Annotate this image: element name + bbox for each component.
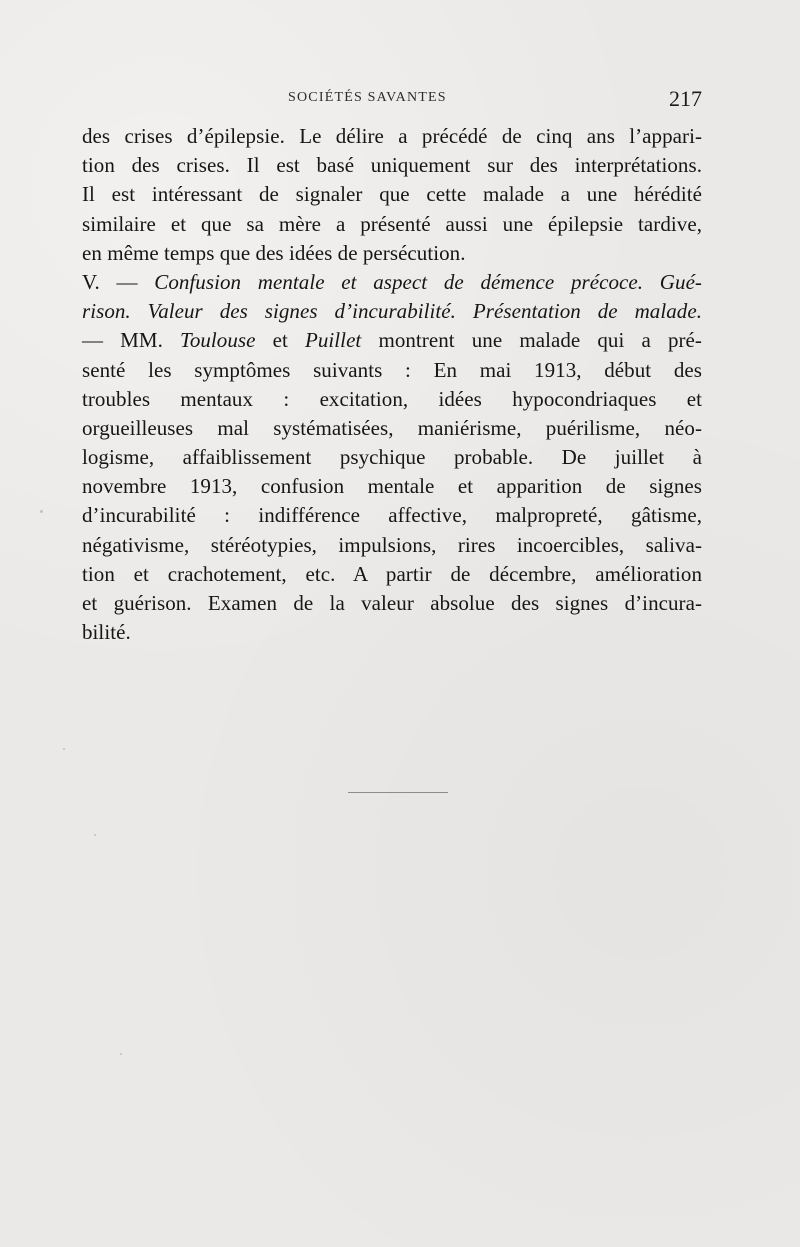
scan-speck — [120, 1053, 122, 1055]
section-body-line-1: senté les symptômes suivants : En mai 1913, début des — [82, 357, 702, 382]
author-toulouse: Toulouse — [180, 328, 256, 353]
text-line-5: en même temps que des idées de persécution. — [82, 240, 466, 265]
bleed-line — [92, 731, 712, 760]
section-body-line-8: tion et crachotement, etc. A partir de décembre, amélioration — [82, 561, 702, 586]
text-line-2: tion des crises. Il est basé uniquement sur des interprétations. — [82, 153, 702, 178]
bleed-line — [92, 674, 712, 703]
authors-prefix: — MM. — [82, 328, 163, 353]
section-body-line-4: logisme, affaiblissement psychique probable. De juillet à — [82, 445, 702, 470]
authors-suffix: montrent une malade qui a pré- — [378, 328, 702, 353]
text-line-4: similaire et que sa mère a présenté aussi une épilepsie tardive, — [82, 211, 702, 236]
bleed-line — [92, 817, 712, 846]
scan-speck — [63, 748, 65, 750]
scan-mark — [348, 792, 448, 793]
section-body-line-7: négativisme, stéréotypies, impulsions, rires incoercibles, saliva- — [82, 532, 702, 557]
bleed-line — [92, 703, 712, 732]
bleed-line — [92, 646, 712, 675]
text-line-1: des crises d’épilepsie. Le délire a précédé de cinq ans l’appari- — [82, 124, 702, 148]
bleed-line — [92, 760, 712, 789]
section-body-line-5: novembre 1913, confusion mentale et apparition de signes — [82, 474, 702, 499]
author-puillet: Puillet — [304, 328, 362, 353]
section-heading-line — [82, 268, 702, 297]
authors-line — [82, 326, 702, 355]
section-body-line-10: bilité. — [82, 620, 131, 645]
section-body-line-9: et guérison. Examen de la valeur absolue des signes d’incura- — [82, 591, 702, 615]
section-body-line-6: d’incurabilité : indifférence affective, malpropreté, gâtisme, — [82, 503, 702, 528]
scan-speck — [40, 510, 43, 513]
section-body-line-3: orgueilleuses mal systématisées, maniérisme, puérilisme, néo- — [82, 415, 702, 440]
section-title-continued: rison. Valeur des signes d’incurabilité. Présentation de malade. — [82, 299, 702, 324]
text-line-3: Il est intéressant de signaler que cette malade a une hérédité — [82, 182, 702, 207]
authors-conjunction: et — [272, 328, 288, 353]
scan-speck — [94, 834, 96, 836]
page-header — [82, 86, 702, 116]
running-head: SOCIÉTÉS SAVANTES — [288, 90, 447, 105]
page-number: 217 — [669, 86, 702, 111]
section-body-line-2: troubles mentaux : excitation, idées hypocondriaques et — [82, 386, 702, 411]
section-number: V. — — [82, 269, 138, 294]
section-title: Confusion mentale et aspect de démence précoce. Gué- — [154, 269, 702, 294]
main-text — [82, 122, 702, 647]
